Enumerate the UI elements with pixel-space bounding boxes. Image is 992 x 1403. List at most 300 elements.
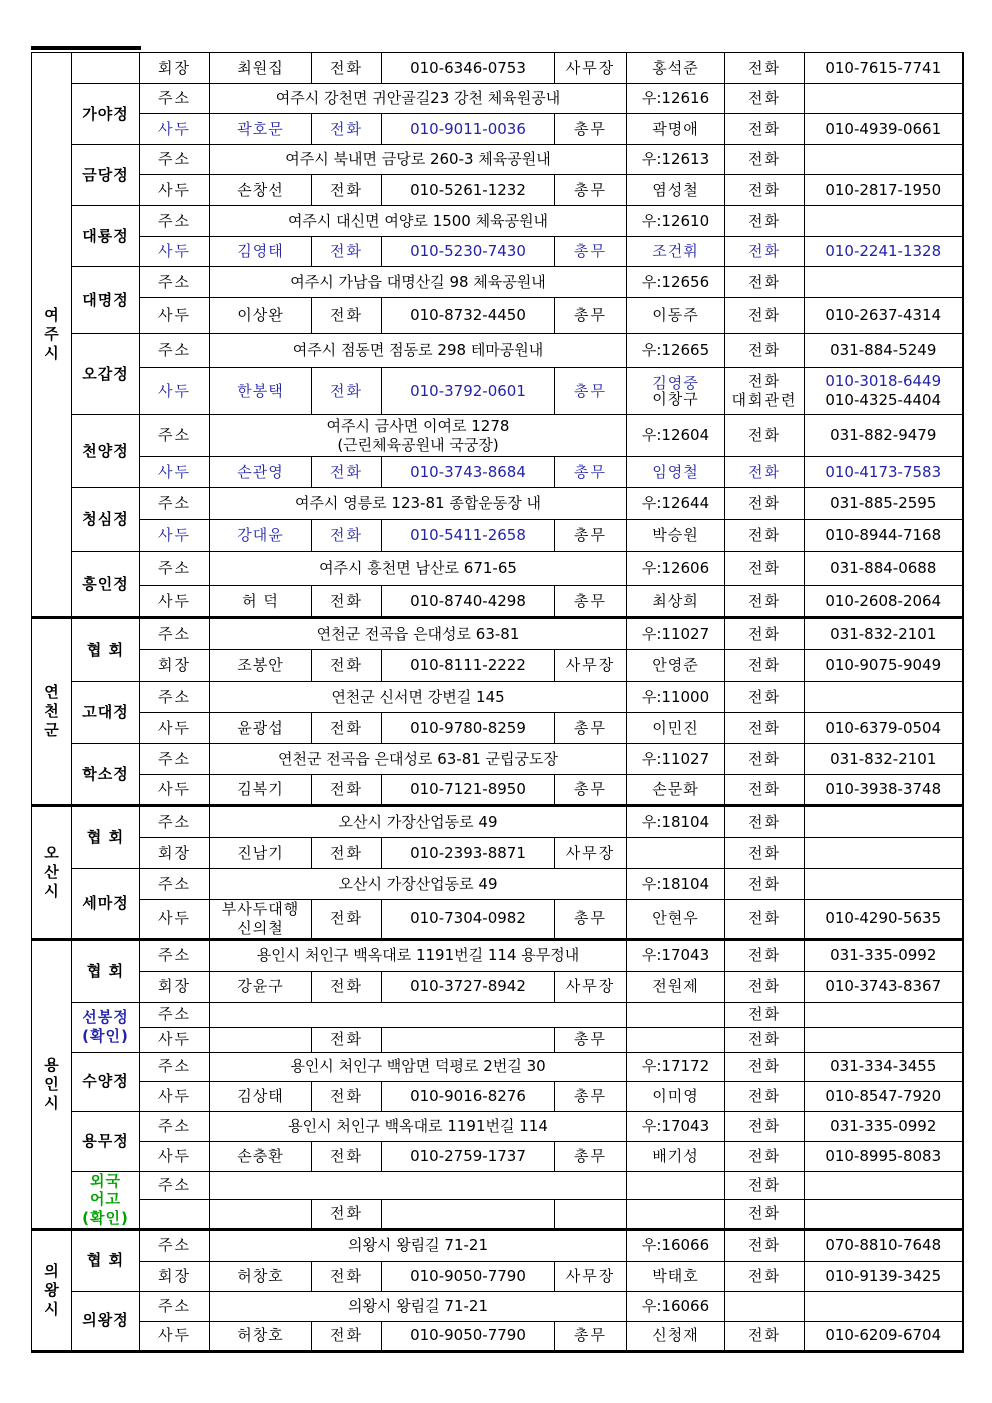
phone-number: 010-9050-7790 (382, 1261, 555, 1291)
row-label: 회장 (140, 971, 210, 1002)
tel-label: 전화 (725, 84, 805, 114)
phone-number: 010-9050-7790 (382, 1321, 555, 1351)
tel-label: 전화 (312, 650, 382, 682)
region-label (32, 806, 72, 940)
person-name: 손창선 (210, 175, 312, 206)
club-name (72, 1002, 140, 1052)
tel-label: 전화 (312, 114, 382, 145)
address (210, 1171, 627, 1199)
phone-number (805, 1199, 963, 1229)
role-label: 총무 (555, 900, 627, 940)
person-name: 곽명애 (627, 114, 725, 145)
phone-number (805, 206, 963, 237)
tel-label: 전화 (725, 775, 805, 806)
club-name: 천양정 (72, 415, 140, 488)
club-name (72, 53, 140, 84)
row-label: 사두 (140, 298, 210, 334)
postal-code: 우:12665 (627, 334, 725, 368)
region-label (32, 1229, 72, 1351)
row-label: 주소 (140, 618, 210, 650)
cell-line: 김영중 (652, 373, 699, 392)
tel-label: 전화 (312, 900, 382, 940)
phone-number: 010-8944-7168 (805, 520, 963, 552)
tel-label: 전화 (312, 237, 382, 267)
postal-code: 우:12656 (627, 267, 725, 298)
address: 용인시 처인구 백옥대로 1191번길 114 용무정내 (210, 939, 627, 971)
phone-number: 010-9011-0036 (382, 114, 555, 145)
row-label: 주소 (140, 682, 210, 713)
person-name: 안현우 (627, 900, 725, 940)
tel-label: 전화 (312, 586, 382, 618)
tel-label: 전화 (725, 1321, 805, 1351)
cell-line: 오 (44, 844, 59, 863)
person-name: 김복기 (210, 775, 312, 806)
row-label (140, 1199, 210, 1229)
postal-code: 우:12610 (627, 206, 725, 237)
phone-number (805, 1027, 963, 1052)
phone-number (805, 1002, 963, 1027)
person-name (210, 1199, 312, 1229)
table-row (32, 1171, 963, 1199)
postal-code: 우:17043 (627, 939, 725, 971)
cell-line: 용 (44, 1056, 59, 1074)
phone-number: 070-8810-7648 (805, 1229, 963, 1261)
address: 여주시 강천면 귀안골길23 강천 체육원공내 (210, 84, 627, 114)
tel-label: 전화 (312, 457, 382, 488)
row-label: 주소 (140, 1002, 210, 1027)
person-name: 허창호 (210, 1321, 312, 1351)
phone-number: 010-5261-1232 (382, 175, 555, 206)
role-label: 총무 (555, 114, 627, 145)
person-name: 최상희 (627, 586, 725, 618)
phone-number: 010-3743-8367 (805, 971, 963, 1002)
row-label: 주소 (140, 1052, 210, 1081)
phone-number: 010-8995-8083 (805, 1141, 963, 1171)
tel-label: 전화 (725, 298, 805, 334)
person-name: 윤광섭 (210, 713, 312, 744)
row-label: 사두 (140, 900, 210, 940)
phone-number: 010-7121-8950 (382, 775, 555, 806)
club-name: 금당정 (72, 145, 140, 206)
tel-label: 전화 (312, 1261, 382, 1291)
phone-number: 031-335-0992 (805, 1111, 963, 1141)
table-row (32, 775, 963, 806)
tel-label: 전화 (725, 114, 805, 145)
person-name (627, 838, 725, 869)
row-label: 주소 (140, 206, 210, 237)
tel-label: 전화 (725, 53, 805, 84)
role-label: 사무장 (555, 53, 627, 84)
tel-label: 전화 (312, 1321, 382, 1351)
role-label: 총무 (555, 298, 627, 334)
address: 용인시 처인구 백암면 덕평로 2번길 30 (210, 1052, 627, 1081)
phone-number: 010-2637-4314 (805, 298, 963, 334)
person-name (210, 900, 312, 940)
tel-label: 전화 (725, 1081, 805, 1111)
table-row (32, 84, 963, 114)
row-label: 주소 (140, 744, 210, 775)
row-label: 주소 (140, 84, 210, 114)
role-label: 총무 (555, 713, 627, 744)
phone-number: 010-5411-2658 (382, 520, 555, 552)
cell-line: 시 (44, 1299, 59, 1318)
cell-line: 인 (44, 1074, 59, 1093)
cell-line: 의 (44, 1262, 59, 1281)
role-label: 사무장 (555, 650, 627, 682)
tel-label: 전화 (725, 971, 805, 1002)
address: 용인시 처인구 백옥대로 1191번길 114 (210, 1111, 627, 1141)
address (210, 1002, 627, 1027)
tel-label: 전화 (725, 334, 805, 368)
tel-label: 전화 (725, 1111, 805, 1141)
tel-label: 전화 (725, 713, 805, 744)
cell-line: 여주시 금사면 이여로 1278 (326, 416, 510, 435)
phone-number (805, 806, 963, 838)
person-name: 한봉택 (210, 368, 312, 415)
row-label: 사두 (140, 237, 210, 267)
postal-code: 우:17043 (627, 1111, 725, 1141)
row-label: 사두 (140, 175, 210, 206)
table-row (32, 1321, 963, 1351)
tel-label: 전화 (312, 838, 382, 869)
row-label: 사두 (140, 1321, 210, 1351)
table-row (32, 1261, 963, 1291)
club-name: 흥인정 (72, 552, 140, 618)
cell-line: (근린체육공원내 국궁장) (337, 435, 499, 454)
person-name: 이민진 (627, 713, 725, 744)
tel-label: 전화 (725, 650, 805, 682)
person-name: 박승원 (627, 520, 725, 552)
table-row (32, 1229, 963, 1261)
phone-number (805, 1291, 963, 1321)
phone-number: 010-3727-8942 (382, 971, 555, 1002)
tel-label: 전화 (725, 488, 805, 520)
table-row (32, 838, 963, 869)
table-body (32, 53, 963, 1352)
tel-label (725, 368, 805, 415)
table-row (32, 206, 963, 237)
row-label: 회장 (140, 1261, 210, 1291)
club-name: 용무정 (72, 1111, 140, 1171)
person-name: 손관영 (210, 457, 312, 488)
phone-number (382, 1027, 555, 1052)
club-name: 수양정 (72, 1052, 140, 1111)
person-name: 이상완 (210, 298, 312, 334)
tel-label: 전화 (312, 298, 382, 334)
cell-line: 어고 (90, 1190, 121, 1209)
cell-line: (확인) (82, 1209, 129, 1227)
phone-number: 010-8547-7920 (805, 1081, 963, 1111)
postal-code (627, 1171, 725, 1199)
tel-label: 전화 (725, 869, 805, 900)
table-row (32, 1291, 963, 1321)
cell-line: 왕 (44, 1280, 59, 1299)
role-label: 총무 (555, 586, 627, 618)
address: 여주시 북내면 금당로 260-3 체육공원내 (210, 145, 627, 175)
phone-number (805, 84, 963, 114)
phone-number: 010-5230-7430 (382, 237, 555, 267)
role-label: 총무 (555, 1027, 627, 1052)
phone-number: 010-7615-7741 (805, 53, 963, 84)
phone-number (805, 838, 963, 869)
address: 여주시 가남읍 대명산길 98 체육공원내 (210, 267, 627, 298)
cell-line: 군 (44, 720, 59, 739)
cell-line: 시 (44, 881, 59, 900)
table-row (32, 1002, 963, 1027)
tel-label: 전화 (725, 838, 805, 869)
row-label: 주소 (140, 1291, 210, 1321)
phone-number: 010-9780-8259 (382, 713, 555, 744)
tel-label: 전화 (725, 415, 805, 457)
row-label: 주소 (140, 145, 210, 175)
row-label: 주소 (140, 869, 210, 900)
postal-code (627, 1002, 725, 1027)
tel-label: 전화 (725, 552, 805, 586)
club-name: 협 회 (72, 939, 140, 1002)
tel-label: 전화 (725, 1002, 805, 1027)
tel-label: 전화 (725, 744, 805, 775)
person-name: 허창호 (210, 1261, 312, 1291)
phone-number: 031-884-0688 (805, 552, 963, 586)
phone-number: 031-882-9479 (805, 415, 963, 457)
phone-number: 010-8111-2222 (382, 650, 555, 682)
table-row (32, 1027, 963, 1052)
role-label: 총무 (555, 237, 627, 267)
role-label: 총무 (555, 368, 627, 415)
region-label (32, 618, 72, 806)
phone-number: 010-8740-4298 (382, 586, 555, 618)
role-label: 사무장 (555, 838, 627, 869)
tel-label: 전화 (312, 775, 382, 806)
postal-code: 우:16066 (627, 1229, 725, 1261)
postal-code: 우:12606 (627, 552, 725, 586)
table-row (32, 806, 963, 838)
cell-line: 시 (44, 1093, 59, 1112)
row-label: 주소 (140, 1171, 210, 1199)
phone-number (805, 682, 963, 713)
table-row (32, 869, 963, 900)
postal-code: 우:18104 (627, 806, 725, 838)
cell-line: 신의철 (237, 918, 284, 937)
tel-label: 전화 (312, 1081, 382, 1111)
club-name: 협 회 (72, 806, 140, 869)
phone-number: 010-9016-8276 (382, 1081, 555, 1111)
address: 연천군 신서면 강변길 145 (210, 682, 627, 713)
phone-number: 010-2759-1737 (382, 1141, 555, 1171)
phone-number: 010-2817-1950 (805, 175, 963, 206)
person-name: 최원집 (210, 53, 312, 84)
row-label: 회장 (140, 650, 210, 682)
person-name: 신청재 (627, 1321, 725, 1351)
table-row (32, 1081, 963, 1111)
phone-number (805, 869, 963, 900)
row-label: 주소 (140, 415, 210, 457)
cell-line: 전화 (748, 372, 781, 391)
table-row (32, 488, 963, 520)
club-name: 청심정 (72, 488, 140, 552)
address: 여주시 흥천면 남산로 671-65 (210, 552, 627, 586)
phone-number: 031-832-2101 (805, 618, 963, 650)
section-divider (31, 46, 141, 50)
phone-number (805, 267, 963, 298)
tel-label: 전화 (725, 1027, 805, 1052)
role-label: 총무 (555, 775, 627, 806)
phone-number: 010-9139-3425 (805, 1261, 963, 1291)
table-row (32, 175, 963, 206)
person-name: 김상태 (210, 1081, 312, 1111)
cell-line: 천 (44, 702, 59, 721)
club-name: 대룡정 (72, 206, 140, 267)
address (210, 415, 627, 457)
cell-line: 주 (44, 325, 59, 344)
cell-line: 외국 (90, 1171, 121, 1190)
row-label: 주소 (140, 806, 210, 838)
phone-number: 010-2241-1328 (805, 237, 963, 267)
address: 여주시 대신면 여양로 1500 체육공원내 (210, 206, 627, 237)
phone-number: 010-4939-0661 (805, 114, 963, 145)
club-name: 의왕정 (72, 1291, 140, 1351)
tel-label: 전화 (725, 145, 805, 175)
phone-number: 010-6379-0504 (805, 713, 963, 744)
role-label: 사무장 (555, 1261, 627, 1291)
table-row (32, 1199, 963, 1229)
address: 오산시 가장산업동로 49 (210, 869, 627, 900)
row-label: 주소 (140, 334, 210, 368)
table-row (32, 586, 963, 618)
role-label: 총무 (555, 457, 627, 488)
cell-line: 산 (44, 862, 59, 881)
club-name: 고대정 (72, 682, 140, 744)
row-label: 사두 (140, 586, 210, 618)
person-name (210, 1027, 312, 1052)
address: 연천군 전곡읍 은대성로 63-81 군립궁도장 (210, 744, 627, 775)
address: 여주시 점동면 점동로 298 테마공원내 (210, 334, 627, 368)
phone-number: 010-7304-0982 (382, 900, 555, 940)
tel-label: 전화 (725, 1229, 805, 1261)
table-row (32, 744, 963, 775)
club-name: 오갑정 (72, 334, 140, 415)
cell-line: 여 (44, 306, 59, 325)
tel-label: 전화 (312, 1141, 382, 1171)
club-name: 협 회 (72, 618, 140, 682)
phone-number (805, 1171, 963, 1199)
tel-label: 전화 (725, 618, 805, 650)
phone-number: 010-9075-9049 (805, 650, 963, 682)
row-label: 회장 (140, 53, 210, 84)
postal-code: 우:11027 (627, 618, 725, 650)
row-label: 주소 (140, 1111, 210, 1141)
table-row (32, 368, 963, 415)
tel-label: 전화 (312, 368, 382, 415)
tel-label: 전화 (312, 175, 382, 206)
tel-label: 전화 (725, 1199, 805, 1229)
archery-contact-table (31, 52, 964, 1353)
tel-label: 전화 (725, 175, 805, 206)
cell-line: 연 (44, 683, 59, 702)
phone-number: 010-2608-2064 (805, 586, 963, 618)
table-row (32, 267, 963, 298)
cell-line: 선봉정 (82, 1008, 129, 1027)
table-row (32, 415, 963, 457)
person-name: 이미영 (627, 1081, 725, 1111)
tel-label: 전화 (725, 1141, 805, 1171)
phone-number: 010-4173-7583 (805, 457, 963, 488)
phone-number: 031-884-5249 (805, 334, 963, 368)
phone-number: 031-832-2101 (805, 744, 963, 775)
person-name (627, 1027, 725, 1052)
address: 연천군 전곡읍 은대성로 63-81 (210, 618, 627, 650)
tel-label: 전화 (725, 1052, 805, 1081)
cell-line: 010-4325-4404 (825, 391, 942, 409)
phone-number: 010-3938-3748 (805, 775, 963, 806)
tel-label: 전화 (312, 53, 382, 84)
phone-number (805, 145, 963, 175)
region-label (32, 53, 72, 618)
table-row (32, 237, 963, 267)
role-label: 총무 (555, 1321, 627, 1351)
club-name: 가야정 (72, 84, 140, 145)
person-name: 강윤구 (210, 971, 312, 1002)
tel-label: 전화 (725, 900, 805, 940)
phone-number: 010-8732-4450 (382, 298, 555, 334)
person-name: 강대윤 (210, 520, 312, 552)
tel-label: 전화 (725, 267, 805, 298)
cell-line: (확인) (82, 1027, 129, 1045)
phone-number (382, 1199, 555, 1229)
tel-label (725, 1291, 805, 1321)
row-label: 사두 (140, 1141, 210, 1171)
postal-code: 우:12644 (627, 488, 725, 520)
address: 오산시 가장산업동로 49 (210, 806, 627, 838)
postal-code: 우:18104 (627, 869, 725, 900)
person-name: 안영준 (627, 650, 725, 682)
table-row (32, 939, 963, 971)
table-row (32, 298, 963, 334)
row-label: 주소 (140, 267, 210, 298)
address: 의왕시 왕림길 71-21 (210, 1291, 627, 1321)
person-name (627, 1199, 725, 1229)
table-row (32, 1052, 963, 1081)
row-label: 주소 (140, 552, 210, 586)
row-label: 사두 (140, 1027, 210, 1052)
table-row (32, 900, 963, 940)
postal-code: 우:12613 (627, 145, 725, 175)
table-row (32, 520, 963, 552)
role-label: 사무장 (555, 971, 627, 1002)
phone-number: 010-3743-8684 (382, 457, 555, 488)
role-label: 총무 (555, 1081, 627, 1111)
row-label: 주소 (140, 939, 210, 971)
club-name: 대명정 (72, 267, 140, 334)
row-label: 사두 (140, 520, 210, 552)
table-row (32, 618, 963, 650)
tel-label: 전화 (312, 971, 382, 1002)
tel-label: 전화 (725, 586, 805, 618)
postal-code: 우:12604 (627, 415, 725, 457)
cell-line: 부사두대행 (221, 900, 300, 918)
person-name: 손충환 (210, 1141, 312, 1171)
table-row (32, 650, 963, 682)
person-name: 허 덕 (210, 586, 312, 618)
row-label: 주소 (140, 1229, 210, 1261)
tel-label: 전화 (312, 520, 382, 552)
person-name: 조건휘 (627, 237, 725, 267)
postal-code: 우:12616 (627, 84, 725, 114)
cell-line: 시 (44, 343, 59, 362)
person-name: 김영태 (210, 237, 312, 267)
table-row (32, 1141, 963, 1171)
role-label: 총무 (555, 175, 627, 206)
